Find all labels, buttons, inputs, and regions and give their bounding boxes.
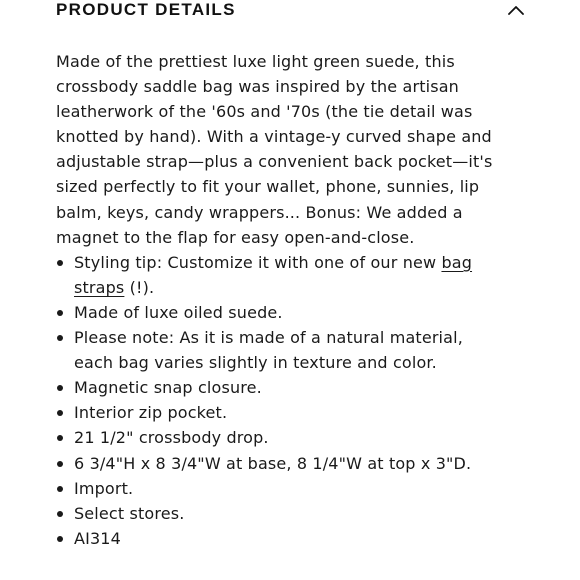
product-details-accordion-header[interactable]	[56, 0, 526, 25]
bag-straps-link[interactable]: bag straps	[74, 252, 473, 297]
section-title: PRODUCT DETAILS	[56, 0, 236, 19]
list-item: AI314	[56, 526, 496, 551]
chevron-up-icon[interactable]	[506, 0, 526, 20]
list-item: Magnetic snap closure.	[56, 375, 496, 400]
list-item: Import.	[56, 476, 496, 501]
list-item: 21 1/2" crossbody drop.	[56, 425, 496, 450]
list-item: 6 3/4"H x 8 3/4"W at base, 8 1/4"W at top x 3"D.	[56, 451, 496, 476]
product-details-content	[56, 49, 496, 551]
list-item: Made of luxe oiled suede.	[56, 300, 496, 325]
list-item: Interior zip pocket.	[56, 400, 496, 425]
list-item-styling-tip	[56, 250, 496, 300]
styling-tip-suffix: (!).	[124, 277, 155, 297]
styling-tip-text: Styling tip: Customize it with one of our new	[74, 252, 442, 272]
list-item: Select stores.	[56, 501, 496, 526]
details-list	[56, 250, 496, 551]
product-description: Made of the prettiest luxe light green suede, this crossbody saddle bag was inspired by the artisan leatherwork of the '60s and '70s (the tie detail was knotted by hand). With a vintage-y curved shape and adjustable strap—plus a convenient back pocket—it's sized perfectly to fit your wallet, phone, sunnies, lip balm, keys, candy wrappers... Bonus: We added a magnet to the flap for easy open-and-close.	[56, 52, 493, 247]
list-item: Please note: As it is made of a natural material, each bag varies slightly in texture and color.	[56, 325, 496, 375]
